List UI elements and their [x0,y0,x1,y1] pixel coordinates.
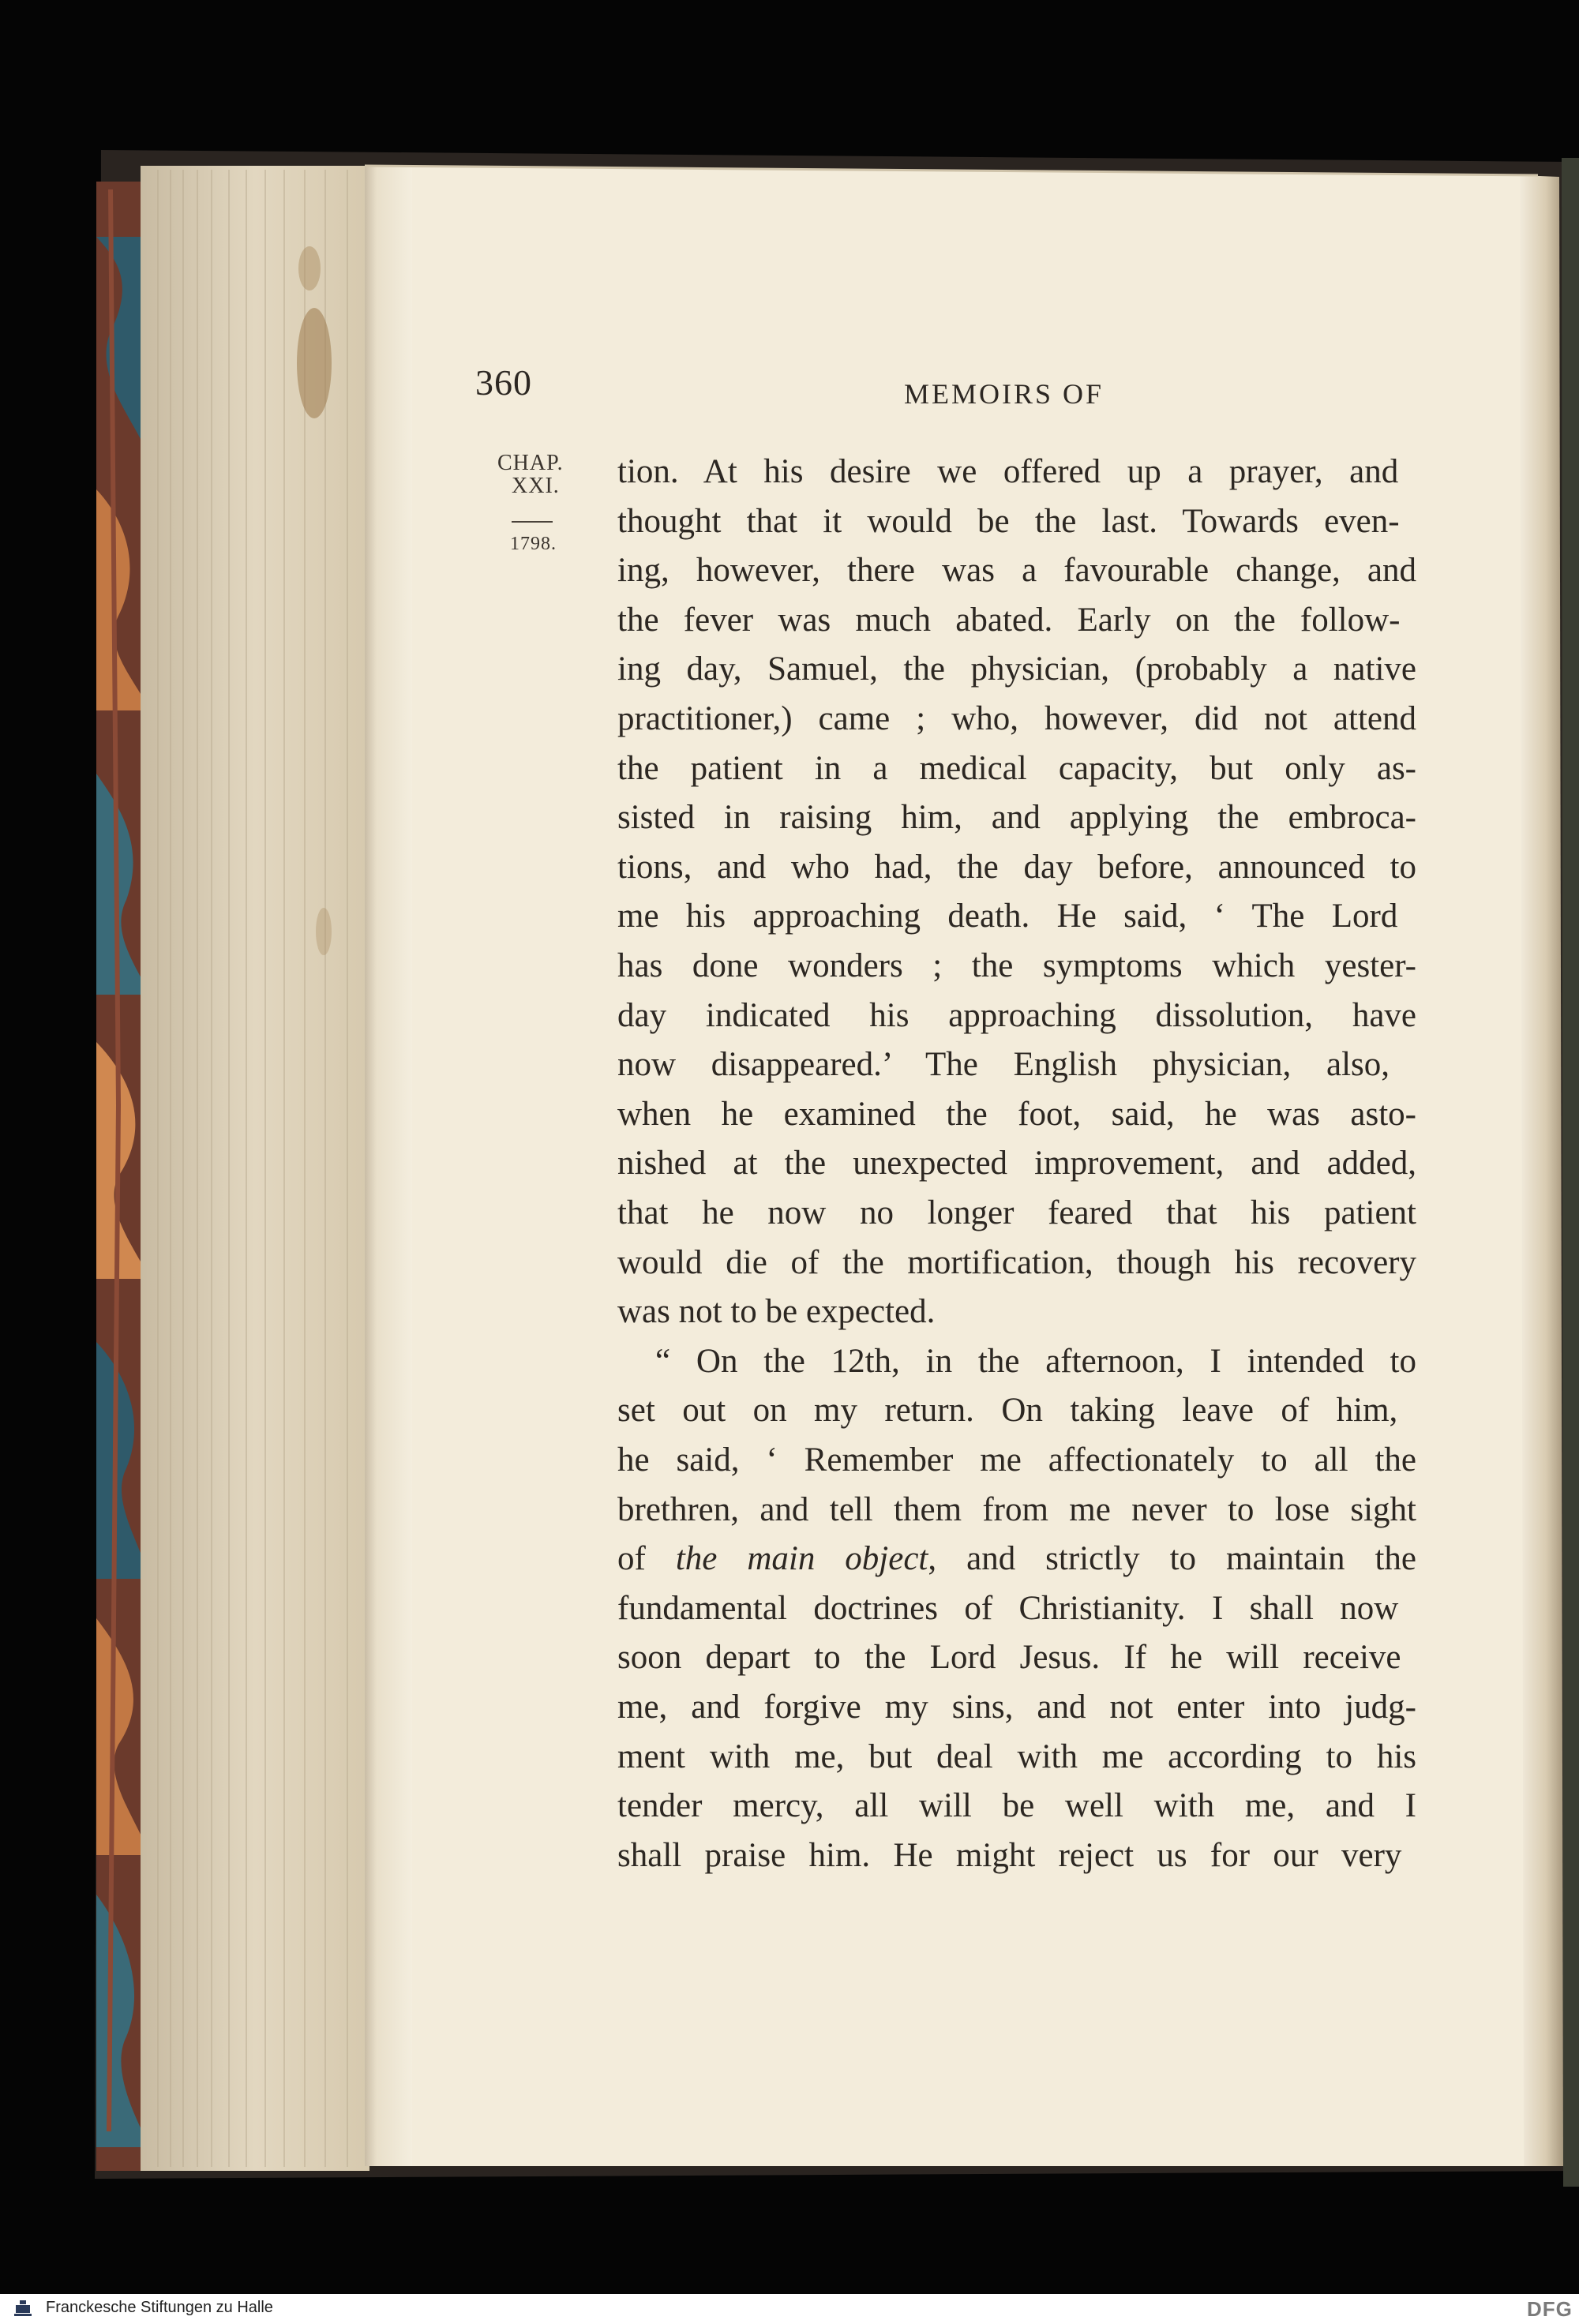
institution-logo-icon [11,2299,35,2319]
text-line: tion. At his desire we offered up a prayer, and [617,453,1399,490]
margin-chapter-label: CHAP. [497,451,564,475]
text-line: nished at the unexpected improvement, and added, [617,1145,1416,1183]
text-line: now disappeared.’ The English physician, also, [617,1046,1390,1084]
text-line: tions, and who had, the day before, announced to [617,848,1416,886]
text-line: sisted in raising him, and applying the embroca- [617,799,1416,837]
text-line: has done wonders ; the symptoms which yester- [617,947,1416,984]
margin-chapter-number: XXI. [512,474,560,498]
institution-name: Franckesche Stiftungen zu Halle [46,2299,273,2316]
text-line: the fever was much abated. Early on the follow- [617,601,1401,639]
text-line: shall praise him. He might reject us for our very [617,1836,1402,1874]
margin-rule [512,521,553,523]
text-line [617,1539,1416,1580]
text-line: he said, ‘ Remember me affectionately to all the [617,1441,1416,1479]
text-line: tender mercy, all will be well with me, and I [617,1787,1416,1825]
text-line: that he now no longer feared that his patient [617,1194,1416,1231]
text-line: thought that it would be the last. Towards even- [617,502,1400,540]
page-number: 360 [475,362,532,403]
margin-year: 1798. [510,534,557,554]
text-line: the patient in a medical capacity, but only as- [617,749,1416,787]
text-line: ing, however, there was a favourable change, and [617,552,1416,590]
text-span: of [617,1540,676,1578]
text-line: was not to be expected. [617,1293,936,1331]
dfg-logo: DFG [1527,2297,1573,2321]
text-line: practitioner,) came ; who, however, did not attend [617,700,1416,737]
page-edges [141,166,369,2171]
text-line: soon depart to the Lord Jesus. If he will receive [617,1639,1401,1677]
text-line: me his approaching death. He said, ‘ The Lord [617,898,1398,935]
text-span: , and strictly to maintain the [928,1540,1416,1578]
italic-text: the main object [675,1540,928,1578]
text-line: brethren, and tell them from me never to lose sight [617,1490,1416,1528]
text-line: would die of the mortification, though his recovery [617,1243,1416,1281]
running-head: MEMOIRS OF [904,378,1105,410]
text-line: me, and forgive my sins, and not enter into judg- [617,1689,1416,1726]
text-line: when he examined the foot, said, he was asto- [617,1095,1416,1133]
text-line: “ On the 12th, in the afternoon, I intended to [655,1342,1416,1380]
text-line: fundamental doctrines of Christianity. I shall now [617,1589,1399,1627]
text-line: set out on my return. On taking leave of him, [617,1392,1398,1430]
text-line: ing day, Samuel, the physician, (probably a native [617,650,1416,688]
text-line: ment with me, but deal with me according to his [617,1737,1416,1775]
text-line: day indicated his approaching dissolution, have [617,996,1416,1034]
